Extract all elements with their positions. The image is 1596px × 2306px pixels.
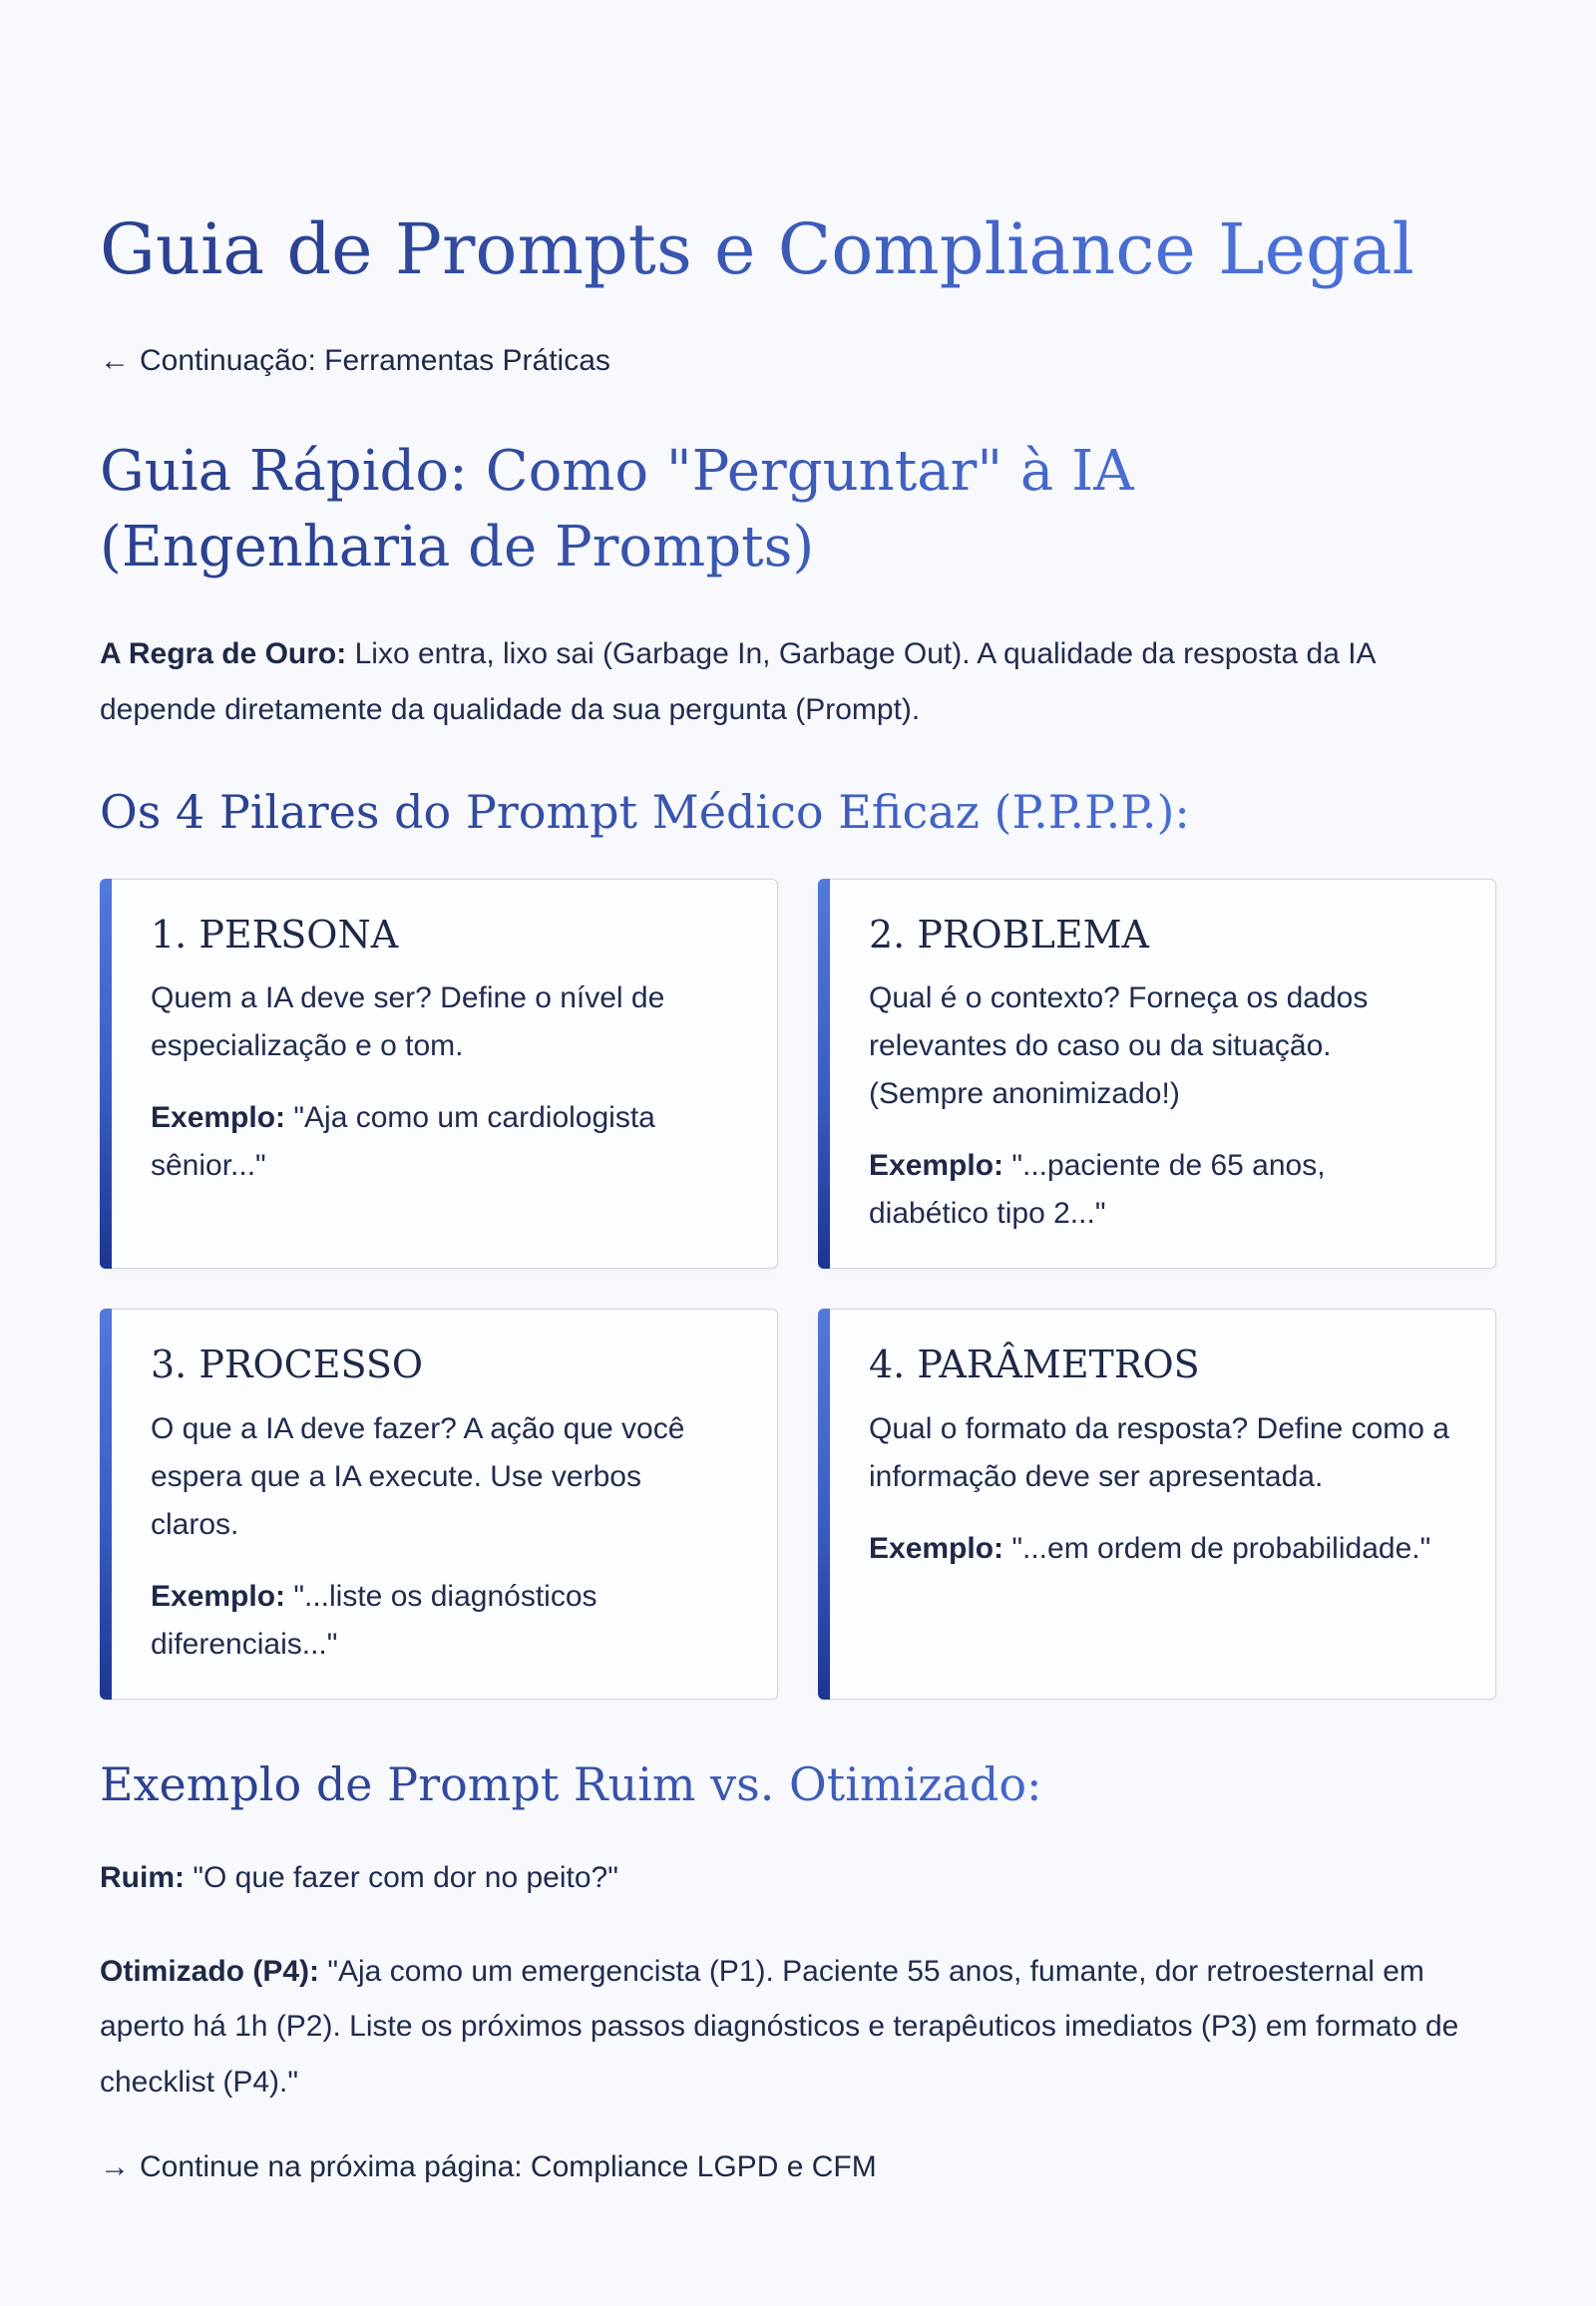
next-page-link[interactable] [100, 2147, 877, 2186]
optimized-prompt-paragraph [100, 1944, 1496, 2111]
back-link-label: Continuação: Ferramentas Práticas [140, 344, 610, 377]
card-example [869, 1142, 1451, 1238]
card-accent-bar [100, 1309, 112, 1699]
next-page-link-label: Continue na próxima página: Compliance LGPD e CFM [140, 2150, 877, 2184]
optimized-prompt-label: Otimizado (P4): [100, 1954, 320, 1988]
golden-rule-text: Lixo entra, lixo sai (Garbage In, Garbage Out). A qualidade da resposta da IA depende diretamente da qualidade da sua pergunta (Prompt). [100, 637, 1375, 726]
pillar-card-persona [100, 879, 778, 1269]
card-description: O que a IA deve fazer? A ação que você espera que a IA execute. Use verbos claros. [151, 1411, 685, 1541]
example-label: Exemplo: [151, 1101, 286, 1135]
card-accent-bar [818, 1309, 830, 1699]
pillar-card-problema [818, 879, 1496, 1269]
section-heading-prompt-guide: Guia Rápido: Como "Perguntar" à IA (Engenharia de Prompts) [100, 434, 1496, 584]
back-link[interactable] [100, 341, 610, 380]
card-title: 4. PARÂMETROS [869, 1343, 1200, 1387]
pillars-grid [100, 879, 1496, 1700]
left-arrow-icon: ← [100, 344, 130, 377]
card-accent-bar [818, 879, 830, 1269]
card-example [151, 1573, 733, 1669]
card-description: Quem a IA deve ser? Define o nível de especialização e o tom. [151, 981, 665, 1063]
example-text: "...paciente de 65 anos, diabético tipo 2..." [869, 1149, 1326, 1231]
optimized-prompt-text: "Aja como um emergencista (P1). Paciente 55 anos, fumante, dor retroesternal em aperto há 1h (P2). Liste os próximos passos diagnósticos e terapêuticos imediatos (P3) em formato de checklist (P4)." [100, 1954, 1459, 2099]
card-example [151, 1094, 733, 1190]
card-title: 1. PERSONA [151, 912, 399, 957]
pillar-card-processo [100, 1309, 778, 1699]
pillars-heading: Os 4 Pilares do Prompt Médico Eficaz (P.P.P.P.): [100, 783, 1496, 843]
bad-prompt-paragraph [100, 1850, 1496, 1906]
golden-rule-label: A Regra de Ouro: [100, 637, 347, 671]
pillar-card-parametros [818, 1309, 1496, 1699]
card-title: 2. PROBLEMA [869, 912, 1149, 957]
bad-prompt-text: "O que fazer com dor no peito?" [185, 1861, 618, 1895]
golden-rule-paragraph [100, 626, 1496, 737]
card-example [869, 1525, 1451, 1573]
example-label: Exemplo: [151, 1579, 286, 1613]
example-text: "...em ordem de probabilidade." [1003, 1531, 1431, 1565]
page-title: Guia de Prompts e Compliance Legal [100, 207, 1496, 291]
example-label: Exemplo: [869, 1149, 1004, 1183]
card-description: Qual é o contexto? Forneça os dados relevantes do caso ou da situação. (Sempre anonimizado!) [869, 981, 1369, 1111]
bad-prompt-label: Ruim: [100, 1861, 185, 1895]
right-arrow-icon: → [100, 2150, 130, 2184]
example-label: Exemplo: [869, 1531, 1004, 1565]
card-title: 3. PROCESSO [151, 1343, 424, 1387]
example-text: "Aja como um cardiologista sênior..." [151, 1101, 655, 1183]
example-text: "...liste os diagnósticos diferenciais..." [151, 1579, 598, 1661]
example-section-heading: Exemplo de Prompt Ruim vs. Otimizado: [100, 1755, 1496, 1815]
card-description: Qual o formato da resposta? Define como a informação deve ser apresentada. [869, 1411, 1449, 1493]
card-accent-bar [100, 879, 112, 1269]
